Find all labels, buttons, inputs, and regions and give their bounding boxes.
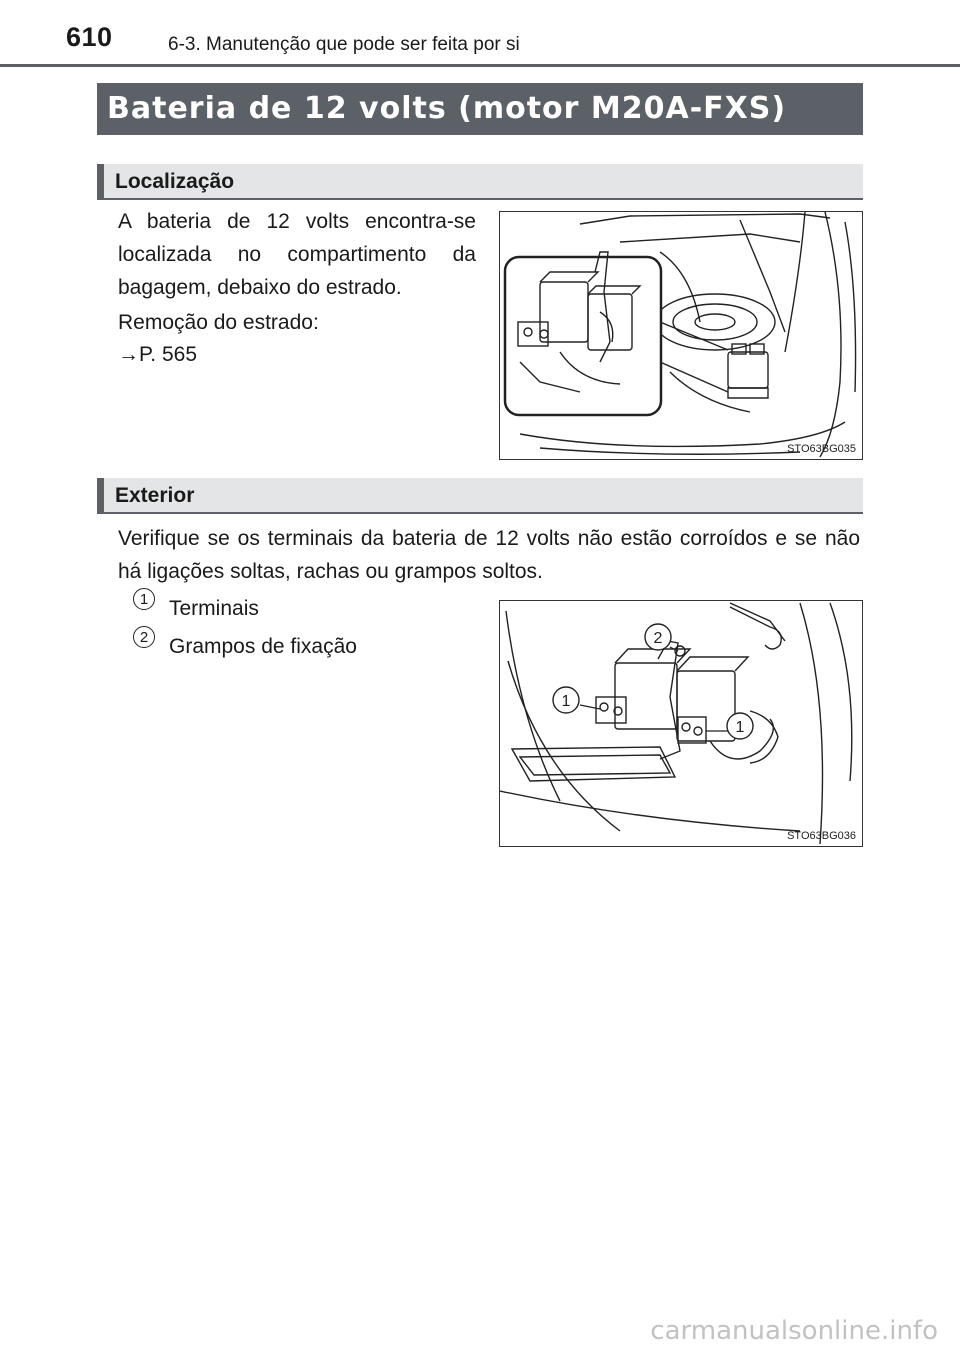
battery-exterior-illustration	[500, 601, 861, 845]
callout-clamp	[645, 624, 678, 651]
removal-reference-link[interactable]: →P. 565	[118, 343, 198, 366]
exterior-heading: Exterior	[115, 484, 195, 507]
callout-number: 1	[561, 693, 571, 710]
location-subhead	[97, 164, 863, 200]
legend-number-badge: 2	[133, 626, 155, 648]
page-number: 610	[66, 22, 113, 52]
callout-terminal-left	[553, 687, 600, 713]
battery-location-figure	[499, 211, 863, 460]
callout-number: 1	[735, 719, 745, 736]
subhead-bar	[97, 164, 104, 198]
subhead-bar	[97, 478, 104, 512]
legend-label: Grampos de fixação	[169, 635, 357, 658]
legend-number-badge: 1	[133, 588, 155, 610]
location-paragraph: A bateria de 12 volts encontra-se localizada no compartimento da bagagem, debaixo do estrado.	[118, 210, 476, 299]
exterior-subhead	[97, 478, 863, 514]
watermark: carmanualsonline.info	[650, 1316, 938, 1346]
figure-code: STO63BG036	[787, 830, 856, 842]
running-head: 6-3. Manutenção que pode ser feita por si	[168, 34, 520, 55]
battery-location-illustration	[500, 212, 861, 458]
callout-number: 2	[653, 630, 663, 647]
location-heading: Localização	[115, 170, 235, 193]
figure-code: STO63BG035	[787, 443, 856, 455]
header-rule	[0, 64, 960, 67]
section-title: Bateria de 12 volts (motor M20A-FXS)	[97, 83, 863, 135]
callout-terminal-right	[706, 713, 753, 739]
removal-label: Remoção do estrado:	[118, 311, 319, 334]
legend-label: Terminais	[169, 597, 259, 620]
battery-exterior-figure	[499, 600, 863, 847]
exterior-paragraph: Verifique se os terminais da bateria de 12 volts não estão corroídos e se não há ligações soltas, rachas ou grampos soltos.	[118, 527, 860, 583]
